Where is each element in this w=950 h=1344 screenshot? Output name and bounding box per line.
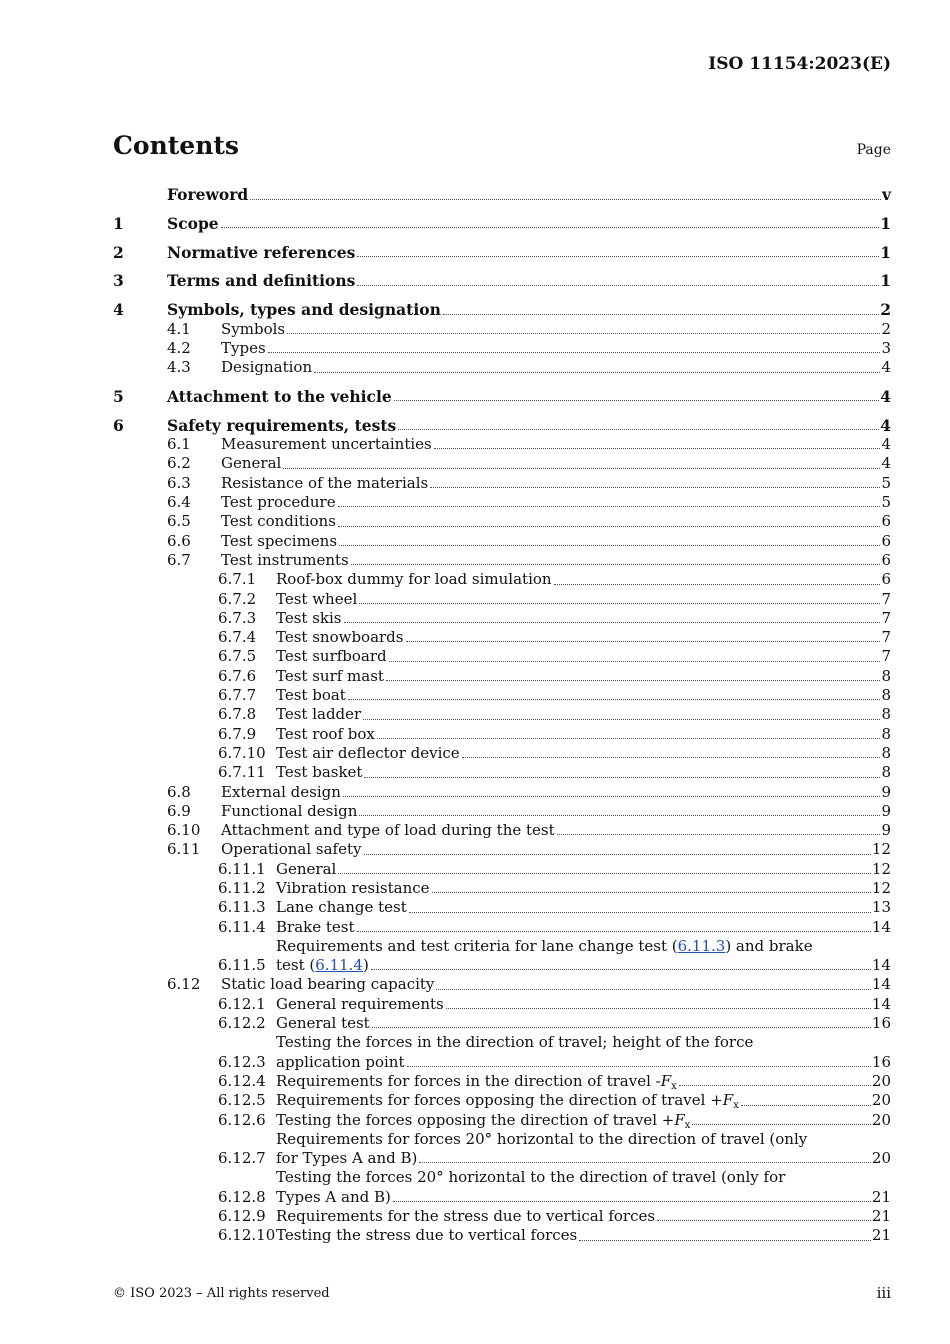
- toc-entry-title: Resistance of the materials: [221, 473, 429, 492]
- dot-leader: [386, 680, 881, 681]
- toc-entry-page: 2: [881, 319, 891, 338]
- toc-entry-number: 6.12.3: [218, 1052, 266, 1071]
- toc-entry-number: 6.7.2: [218, 589, 257, 608]
- toc-entry-page: 9: [881, 801, 891, 820]
- toc-entry-page: 20: [871, 1091, 891, 1110]
- toc-entry-title: Roof-box dummy for load simulation: [276, 570, 552, 589]
- toc-entry-number: 6.1: [167, 435, 191, 454]
- toc-entry-page: 7: [881, 628, 891, 647]
- contents-heading: Contents: [113, 131, 240, 160]
- dot-leader: [268, 352, 881, 353]
- toc-entry-title: Types: [221, 338, 266, 357]
- toc-entry-page: 14: [871, 975, 891, 994]
- toc-entry[interactable]: [113, 744, 891, 763]
- toc-entry[interactable]: [113, 1033, 891, 1072]
- dot-leader: [372, 1027, 871, 1028]
- toc-entry-number: 6.7.11: [218, 763, 266, 782]
- page-number: iii: [876, 1284, 891, 1302]
- toc-entry-page: 9: [881, 782, 891, 801]
- toc-entry-title: Test instruments: [221, 550, 349, 569]
- toc-entry[interactable]: [113, 590, 891, 609]
- toc-entry-page: 6: [881, 531, 891, 550]
- toc-entry-title: Functional design: [221, 801, 358, 820]
- toc-entry[interactable]: [113, 214, 891, 234]
- toc-entry-page: 4: [881, 358, 891, 377]
- toc-entry-title: Test air deflector device: [276, 743, 460, 762]
- toc-entry-number: 6.6: [167, 531, 191, 550]
- toc-entry-page: 8: [881, 743, 891, 762]
- toc-entry-title: Lane change test: [276, 898, 407, 917]
- toc-entry-page: 5: [881, 493, 891, 512]
- toc-entry-number: 6.7.1: [218, 570, 257, 589]
- toc-entry-title: Symbols: [221, 319, 286, 338]
- toc-entry-title: Test conditions: [221, 512, 336, 531]
- dot-leader: [344, 622, 881, 623]
- toc-entry[interactable]: [113, 975, 891, 994]
- toc-entry[interactable]: [113, 937, 891, 976]
- dot-leader: [339, 545, 880, 546]
- toc-entry[interactable]: [113, 1207, 891, 1226]
- toc-entry-page: 12: [871, 879, 891, 897]
- dot-leader: [287, 333, 880, 334]
- toc-entry[interactable]: [113, 705, 891, 724]
- toc-entry-title: Test roof box: [276, 724, 375, 743]
- toc-entry-title: Testing the stress due to vertical forces: [276, 1226, 578, 1245]
- toc-entry-number: 6.7.10: [218, 743, 266, 762]
- toc-entry-title: Symbols, types and designation: [167, 300, 441, 320]
- toc-entry-title: Test procedure: [221, 493, 336, 512]
- toc-entry-title: Requirements for the stress due to vertical forces: [276, 1207, 656, 1226]
- toc-entry-page: 20: [871, 1071, 891, 1090]
- toc-entry[interactable]: [113, 1014, 891, 1033]
- table-of-contents: [113, 185, 891, 1246]
- dot-leader: [446, 1008, 871, 1009]
- dot-leader: [398, 429, 879, 430]
- toc-entry-number: 6.4: [167, 493, 191, 512]
- toc-entry-page: 4: [881, 454, 891, 473]
- toc-entry-page: 7: [881, 589, 891, 608]
- toc-entry[interactable]: [113, 300, 891, 320]
- toc-entry-page: 7: [881, 608, 891, 627]
- toc-entry-number: 6.7.7: [218, 686, 257, 705]
- toc-entry-page: 16: [871, 1014, 891, 1033]
- toc-entry-page: 9: [881, 821, 891, 840]
- toc-entry-title: Test surf mast: [276, 666, 384, 685]
- toc-entry[interactable]: [113, 995, 891, 1014]
- toc-entry[interactable]: [113, 512, 891, 531]
- toc-entry-title: Static load bearing capacity: [221, 975, 435, 994]
- toc-entry[interactable]: [113, 416, 891, 436]
- toc-entry-title: Test snowboards: [276, 628, 404, 647]
- toc-entry[interactable]: [113, 918, 891, 937]
- toc-entry[interactable]: [113, 435, 891, 454]
- dot-leader: [338, 506, 881, 507]
- toc-entry[interactable]: [113, 493, 891, 512]
- toc-entry-title: Foreword: [167, 185, 249, 204]
- toc-entry-number: 6.12.1: [218, 994, 266, 1013]
- dot-leader: [419, 1162, 871, 1163]
- toc-entry[interactable]: [113, 667, 891, 686]
- toc-entry-page: 1: [880, 242, 891, 262]
- dot-leader: [351, 564, 881, 565]
- toc-entry-page: 2: [880, 300, 891, 320]
- cross-reference-link[interactable]: 6.11.4: [315, 956, 363, 975]
- dot-leader: [741, 1105, 871, 1106]
- toc-entry-title: Test ladder: [276, 705, 362, 724]
- toc-entry-title: Designation: [221, 358, 313, 377]
- toc-entry-number: 6.12.9: [218, 1207, 266, 1226]
- toc-entry-title: General test: [276, 1014, 370, 1033]
- toc-entry-page: 4: [880, 386, 891, 406]
- toc-entry[interactable]: [113, 1168, 891, 1207]
- dot-leader: [348, 699, 881, 700]
- toc-entry-page: 8: [881, 724, 891, 743]
- toc-entry[interactable]: [113, 1226, 891, 1245]
- dot-leader: [359, 815, 880, 816]
- toc-entry-title: General requirements: [276, 994, 444, 1013]
- toc-entry[interactable]: [113, 1072, 891, 1091]
- dot-leader: [462, 757, 881, 758]
- toc-entry-title: General: [276, 859, 337, 878]
- toc-entry-page: v: [881, 185, 891, 204]
- toc-entry-page: 12: [871, 840, 891, 859]
- toc-entry-number: 6.11.1: [218, 859, 266, 878]
- toc-entry[interactable]: [113, 339, 891, 358]
- toc-entry-number: 3: [113, 271, 124, 291]
- toc-entry-number: 6.11: [167, 840, 201, 859]
- toc-entry-number: 6.7.8: [218, 705, 257, 724]
- toc-entry-title: Testing the forces in the direction of travel; height of the force application point: [276, 1033, 872, 1072]
- toc-entry-title: Requirements for forces in the direction of travel $-F_x$: [276, 1071, 677, 1092]
- toc-entry-number: 6: [113, 415, 124, 435]
- toc-entry-number: 6.7.5: [218, 647, 257, 666]
- toc-entry[interactable]: [113, 647, 891, 666]
- toc-entry-number: 6.8: [167, 782, 191, 801]
- toc-entry-number: 6.7.6: [218, 666, 257, 685]
- toc-entry[interactable]: [113, 783, 891, 802]
- toc-entry-page: 16: [871, 1052, 891, 1071]
- dot-leader: [554, 584, 881, 585]
- toc-entry[interactable]: [113, 1130, 891, 1169]
- toc-entry-page: 8: [881, 686, 891, 705]
- toc-entry[interactable]: [113, 628, 891, 647]
- dot-leader: [283, 468, 880, 469]
- toc-entry[interactable]: [113, 609, 891, 628]
- toc-entry-number: 6.7: [167, 550, 191, 569]
- dot-leader: [357, 931, 871, 932]
- toc-entry[interactable]: [113, 243, 891, 263]
- toc-entry-number: 6.12.2: [218, 1014, 266, 1033]
- toc-entry[interactable]: [113, 185, 891, 205]
- dot-leader: [432, 892, 871, 893]
- toc-entry-title: Safety requirements, tests: [167, 415, 397, 435]
- dot-leader: [338, 526, 881, 527]
- dot-leader: [389, 661, 881, 662]
- copyright-notice: © ISO 2023 – All rights reserved: [113, 1286, 330, 1301]
- toc-entry-title: Testing the forces 20° horizontal to the direction of travel (only for Types A and B): [276, 1168, 872, 1207]
- toc-entry-number: 6.12.4: [218, 1071, 266, 1090]
- toc-entry[interactable]: [113, 454, 891, 473]
- toc-entry-number: 6.11.3: [218, 898, 266, 917]
- toc-entry[interactable]: [113, 551, 891, 570]
- toc-entry[interactable]: [113, 532, 891, 551]
- toc-entry-title: Requirements for forces 20° horizontal to the direction of travel (only for Types A and B): [276, 1130, 872, 1169]
- toc-entry-number: 6.12.10: [218, 1226, 276, 1245]
- toc-entry-number: 1: [113, 213, 124, 233]
- toc-entry-title: Requirements for forces opposing the direction of travel $+F_x$: [276, 1091, 739, 1112]
- toc-entry-title: Requirements and test criteria for lane change test (6.11.3) and brake test (6.11.4): [276, 937, 872, 976]
- dot-leader: [406, 641, 881, 642]
- toc-entry-page: 14: [871, 917, 891, 936]
- toc-entry[interactable]: [113, 725, 891, 744]
- toc-entry-title: Attachment and type of load during the test: [221, 821, 555, 840]
- dot-leader: [338, 873, 871, 874]
- toc-entry-number: 6.11.4: [218, 917, 266, 936]
- toc-entry-title: Testing the forces opposing the direction of travel $+F_x$: [276, 1110, 691, 1131]
- toc-entry-number: 2: [113, 242, 124, 262]
- toc-entry-number: 6.7.3: [218, 608, 257, 627]
- toc-entry-page: 6: [881, 550, 891, 569]
- dot-leader: [250, 199, 881, 200]
- toc-entry-page: 3: [881, 338, 891, 357]
- dot-leader: [436, 989, 871, 990]
- dot-leader: [357, 285, 879, 286]
- toc-entry-title: Brake test: [276, 917, 355, 936]
- toc-entry-page: 14: [871, 994, 891, 1013]
- toc-entry-title: Test skis: [276, 608, 342, 627]
- toc-entry-title: Operational safety: [221, 840, 362, 859]
- toc-entry-number: 6.12: [167, 975, 201, 994]
- toc-entry-number: 4.1: [167, 319, 191, 338]
- toc-entry[interactable]: [113, 474, 891, 493]
- cross-reference-link[interactable]: 6.11.3: [677, 936, 726, 955]
- toc-entry-page: 14: [871, 956, 891, 975]
- toc-entry[interactable]: [113, 860, 891, 879]
- toc-entry-page: 1: [880, 271, 891, 291]
- toc-entry-title: Test boat: [276, 686, 346, 705]
- toc-entry[interactable]: [113, 387, 891, 407]
- dot-leader: [430, 487, 880, 488]
- dot-leader: [221, 227, 880, 228]
- toc-entry[interactable]: [113, 686, 891, 705]
- dot-leader: [679, 1085, 871, 1086]
- toc-entry-page: 13: [871, 898, 891, 917]
- toc-entry-page: 4: [881, 435, 891, 454]
- dot-leader: [343, 796, 881, 797]
- toc-entry-number: 6.11.2: [218, 879, 266, 897]
- toc-entry-page: 8: [881, 666, 891, 685]
- toc-entry-number: 6.7.9: [218, 724, 257, 743]
- dot-leader: [371, 969, 871, 970]
- toc-entry-page: 21: [871, 1207, 891, 1226]
- toc-entry[interactable]: [113, 802, 891, 821]
- toc-entry-page: 8: [881, 705, 891, 724]
- toc-entry-title: Test specimens: [221, 531, 338, 550]
- dot-leader: [407, 1066, 871, 1067]
- toc-entry[interactable]: [113, 840, 891, 859]
- toc-entry-number: 4.3: [167, 358, 191, 377]
- dot-leader: [364, 854, 871, 855]
- toc-entry-page: 6: [881, 512, 891, 531]
- toc-entry-number: 6.10: [167, 821, 201, 840]
- toc-entry-number: 6.2: [167, 454, 191, 473]
- toc-entry-title: Attachment to the vehicle: [167, 386, 392, 406]
- toc-entry[interactable]: [113, 320, 891, 339]
- toc-entry-page: 21: [871, 1226, 891, 1245]
- toc-entry[interactable]: [113, 271, 891, 291]
- toc-entry-title: Test wheel: [276, 589, 358, 608]
- dot-leader: [434, 448, 881, 449]
- toc-entry-title: Test surfboard: [276, 647, 387, 666]
- toc-entry-page: 21: [871, 1187, 891, 1206]
- dot-leader: [364, 777, 880, 778]
- toc-entry-number: 6.3: [167, 473, 191, 492]
- toc-entry-title: Test basket: [276, 763, 363, 782]
- toc-entry-number: 6.5: [167, 512, 191, 531]
- toc-entry-title: Terms and definitions: [167, 271, 356, 291]
- dot-leader: [579, 1240, 871, 1241]
- toc-entry[interactable]: [113, 879, 891, 898]
- toc-entry-page: 8: [881, 763, 891, 782]
- dot-leader: [394, 400, 879, 401]
- toc-entry[interactable]: [113, 570, 891, 589]
- toc-entry[interactable]: [113, 358, 891, 377]
- toc-entry-page: 1: [880, 213, 891, 233]
- toc-entry-number: 6.12.7: [218, 1149, 266, 1168]
- toc-entry-number: 6.11.5: [218, 956, 266, 975]
- toc-entry[interactable]: [113, 1091, 891, 1110]
- toc-entry-number: 6.12.5: [218, 1091, 266, 1110]
- dot-leader: [357, 256, 879, 257]
- toc-entry-number: 6.9: [167, 801, 191, 820]
- dot-leader: [657, 1220, 871, 1221]
- toc-entry[interactable]: [113, 1111, 891, 1130]
- toc-entry-page: 12: [871, 859, 891, 878]
- toc-entry[interactable]: [113, 821, 891, 840]
- toc-entry-page: 6: [881, 570, 891, 589]
- page-column-label: Page: [856, 142, 891, 158]
- toc-entry-title: General: [221, 454, 282, 473]
- dot-leader: [409, 912, 871, 913]
- toc-entry-number: 5: [113, 386, 124, 406]
- toc-entry-number: 4.2: [167, 338, 191, 357]
- dot-leader: [363, 719, 880, 720]
- toc-entry-page: 5: [881, 473, 891, 492]
- dot-leader: [314, 372, 880, 373]
- dot-leader: [557, 834, 881, 835]
- toc-entry-title: Vibration resistance: [276, 879, 430, 897]
- dot-leader: [377, 738, 881, 739]
- dot-leader: [393, 1201, 871, 1202]
- toc-entry-number: 6.12.6: [218, 1110, 266, 1129]
- document-reference: ISO 11154:2023(E): [708, 54, 891, 74]
- toc-entry-page: 7: [881, 647, 891, 666]
- toc-entry-title: Measurement uncertainties: [221, 435, 432, 454]
- toc-entry-title: Normative references: [167, 242, 356, 262]
- toc-entry-page: 20: [871, 1110, 891, 1129]
- toc-entry-title: Scope: [167, 213, 219, 233]
- toc-entry-page: 20: [871, 1149, 891, 1168]
- toc-entry-title: External design: [221, 782, 341, 801]
- toc-entry-number: 6.7.4: [218, 628, 257, 647]
- dot-leader: [359, 603, 880, 604]
- toc-entry-number: 4: [113, 300, 124, 320]
- dot-leader: [443, 314, 879, 315]
- toc-entry[interactable]: [113, 763, 891, 782]
- dot-leader: [692, 1124, 871, 1125]
- toc-entry-number: 6.12.8: [218, 1187, 266, 1206]
- toc-entry-page: 4: [880, 415, 891, 435]
- toc-entry[interactable]: [113, 898, 891, 917]
